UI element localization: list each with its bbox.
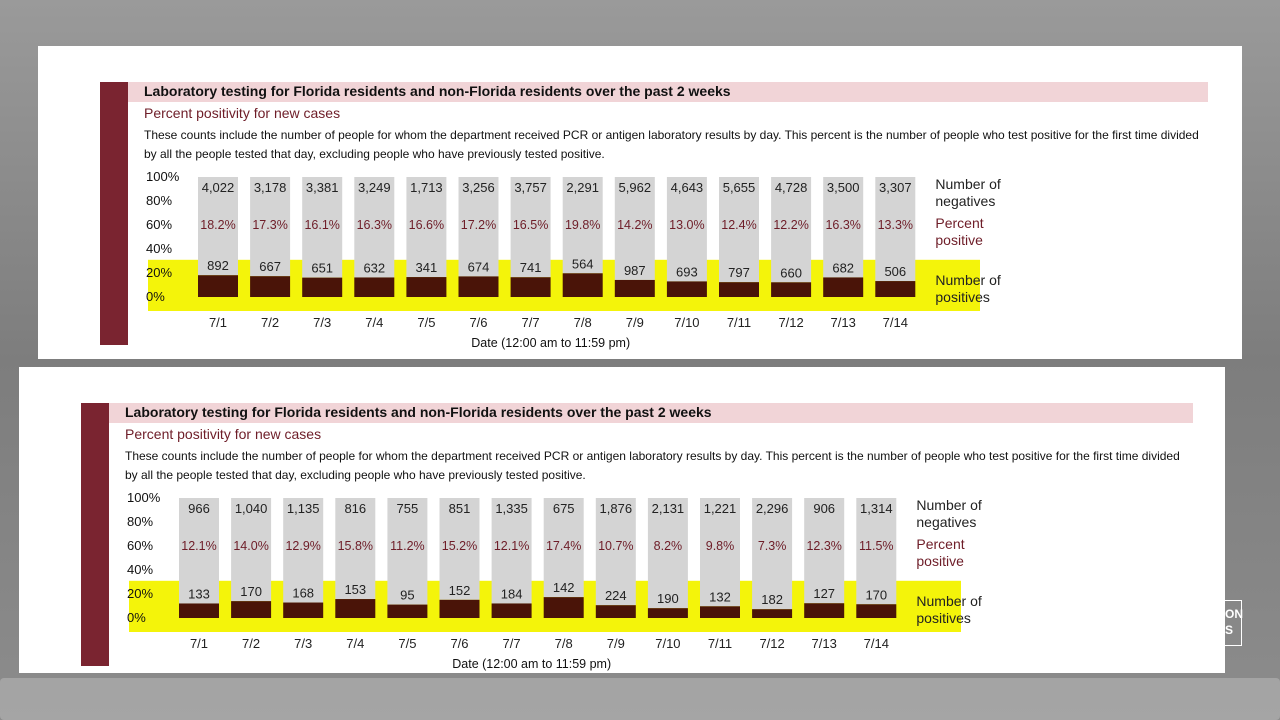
x-tick-label: 7/13: [830, 315, 856, 330]
chart-panel-1: [38, 46, 1242, 359]
legend-label: Number of: [916, 497, 982, 513]
negatives-data-label: 3,307: [879, 180, 912, 195]
positives-data-label: 506: [884, 264, 907, 280]
positives-data-label: 170: [240, 584, 262, 600]
negatives-data-label: 1,314: [860, 501, 893, 516]
time-display: 6:04: [1063, 596, 1112, 623]
legend-label: negatives: [916, 514, 977, 530]
x-tick-label: 7/11: [726, 315, 752, 330]
x-tick-label: 7/3: [313, 315, 332, 330]
y-tick-label: 20%: [127, 586, 154, 601]
percent-data-label: 16.3%: [356, 218, 393, 232]
bar-positives: [302, 278, 342, 297]
negatives-data-label: 675: [552, 501, 575, 516]
station-logo: [1150, 600, 1242, 646]
negatives-data-label: 3,256: [462, 180, 495, 195]
positives-data-label: 564: [571, 256, 594, 272]
positives-data-label: 133: [188, 586, 210, 602]
chart-subtitle: Percent positivity for new cases: [125, 426, 322, 442]
negatives-data-label: 4,643: [670, 180, 704, 195]
percent-data-label: 17.4%: [545, 539, 582, 553]
bar-positives: [354, 277, 394, 297]
percent-data-label: 12.1%: [181, 539, 217, 553]
legend-label: positives: [916, 610, 971, 626]
stacked-bar-chart-1: [38, 46, 1242, 359]
overlay-divider: [1138, 597, 1140, 653]
x-tick-label: 7/13: [811, 636, 837, 651]
x-tick-label: 7/4: [365, 315, 384, 330]
legend-label: Number of: [916, 593, 982, 609]
negatives-data-label: 851: [448, 501, 471, 516]
negatives-data-label: 5,962: [618, 180, 652, 195]
negatives-data-label: 1,221: [703, 501, 737, 516]
x-tick-label: 7/1: [189, 636, 209, 651]
x-tick-label: 7/4: [346, 636, 365, 651]
percent-data-label: 12.3%: [806, 539, 842, 553]
bar-positives: [179, 603, 219, 618]
x-axis-label: Date (12:00 am to 11:59 pm): [471, 336, 631, 350]
percent-data-label: 13.3%: [877, 218, 914, 232]
positives-data-label: 152: [448, 582, 471, 598]
x-tick-label: 7/7: [521, 315, 540, 330]
y-tick-label: 0%: [146, 289, 165, 304]
legend-label: positive: [916, 553, 964, 569]
negatives-data-label: 3,757: [514, 180, 547, 195]
y-tick-label: 80%: [146, 193, 173, 208]
positives-data-label: 127: [813, 586, 836, 602]
negatives-data-label: 3,178: [253, 180, 287, 195]
y-tick-label: 100%: [127, 490, 161, 505]
percent-data-label: 15.8%: [337, 539, 374, 553]
percent-data-label: 15.2%: [441, 539, 478, 553]
y-tick-label: 100%: [146, 169, 180, 184]
legend-label: Percent: [935, 215, 984, 231]
negatives-data-label: 4,022: [201, 180, 235, 195]
y-tick-label: 60%: [127, 538, 154, 553]
y-tick-label: 40%: [146, 241, 173, 256]
negatives-data-label: 3,500: [826, 180, 860, 195]
percent-data-label: 16.5%: [512, 218, 549, 232]
x-tick-label: 7/10: [655, 636, 681, 651]
positives-data-label: 132: [709, 589, 731, 605]
percent-data-label: 9.8%: [705, 539, 735, 553]
negatives-data-label: 906: [813, 501, 836, 516]
chart-description: These counts include the number of people for whom the department received PCR or antigen laboratory results by day. This percent is the number of people who test positive for the first time divided by all the people tested that day, excluding people who have previously tested positive.: [125, 449, 1180, 482]
positives-data-label: 190: [657, 591, 679, 607]
logo-line-1: ACTION: [1197, 607, 1243, 621]
background-blur-band: [0, 678, 1280, 720]
percent-data-label: 14.0%: [233, 539, 269, 553]
x-tick-label: 7/10: [674, 315, 700, 330]
bar-positives: [492, 603, 532, 618]
positives-data-label: 184: [500, 586, 523, 602]
percent-data-label: 16.6%: [408, 218, 445, 232]
x-tick-label: 7/11: [707, 636, 733, 651]
bar-positives: [231, 601, 271, 618]
legend-label: Percent: [916, 536, 965, 552]
bar-positives: [198, 275, 238, 297]
negatives-data-label: 2,291: [566, 180, 599, 195]
legend-label: negatives: [935, 193, 996, 209]
bar-positives: [596, 605, 636, 618]
positives-data-label: 682: [832, 260, 855, 276]
positives-data-label: 182: [761, 592, 783, 608]
percent-data-label: 12.4%: [721, 218, 757, 232]
negatives-data-label: 3,381: [305, 180, 339, 195]
bar-positives: [283, 603, 323, 618]
x-axis-label: Date (12:00 am to 11:59 pm): [452, 657, 612, 671]
chart-title: Laboratory testing for Florida residents and non-Florida residents over the past 2 weeks: [144, 83, 731, 99]
bar-positives: [387, 605, 427, 618]
chart-title: Laboratory testing for Florida residents and non-Florida residents over the past 2 weeks: [125, 404, 712, 420]
percent-data-label: 19.8%: [564, 218, 601, 232]
percent-data-label: 13.0%: [669, 218, 705, 232]
x-tick-label: 7/7: [502, 636, 521, 651]
negatives-data-label: 966: [188, 501, 210, 516]
bar-positives: [459, 276, 499, 297]
y-tick-label: 60%: [146, 217, 173, 232]
bar-positives: [544, 597, 584, 618]
negatives-data-label: 5,655: [722, 180, 756, 195]
bar-positives: [771, 282, 811, 297]
x-tick-label: 7/5: [417, 315, 436, 330]
stacked-bar-chart-2: [19, 367, 1225, 673]
bar-positives: [406, 277, 446, 297]
percent-data-label: 11.5%: [859, 539, 894, 553]
bar-positives: [511, 277, 551, 297]
x-tick-label: 7/8: [573, 315, 592, 330]
legend-label: positives: [935, 289, 990, 305]
bar-positives: [250, 276, 290, 297]
bar-positives: [856, 604, 896, 618]
x-tick-label: 7/2: [261, 315, 280, 330]
positives-data-label: 168: [292, 585, 315, 601]
negatives-data-label: 1,876: [599, 501, 633, 516]
bar-positives: [875, 281, 915, 297]
temperature-display: 93°: [1070, 627, 1107, 654]
legend-label: Number of: [935, 176, 1001, 192]
y-tick-label: 20%: [146, 265, 173, 280]
bar-positives: [823, 277, 863, 297]
negatives-data-label: 816: [344, 501, 367, 516]
positives-data-label: 632: [363, 260, 386, 276]
logo-wordmark: [1197, 606, 1243, 638]
percent-data-label: 17.3%: [252, 218, 288, 232]
x-tick-label: 7/12: [759, 636, 785, 651]
x-tick-label: 7/6: [450, 636, 469, 651]
positives-data-label: 341: [415, 260, 438, 276]
y-tick-label: 0%: [127, 610, 146, 625]
x-tick-label: 7/2: [242, 636, 261, 651]
bar-positives: [335, 599, 375, 618]
percent-data-label: 7.3%: [757, 539, 787, 553]
bar-positives: [719, 282, 759, 297]
negatives-data-label: 1,040: [234, 501, 268, 516]
legend-label: Number of: [935, 272, 1001, 288]
positives-data-label: 674: [467, 259, 490, 275]
negatives-data-label: 4,728: [774, 180, 808, 195]
negatives-data-label: 755: [396, 501, 419, 516]
percent-data-label: 12.9%: [285, 539, 321, 553]
bar-positives: [648, 608, 688, 618]
positives-data-label: 693: [676, 264, 698, 280]
positives-data-label: 153: [344, 582, 367, 598]
legend-label: positive: [935, 232, 983, 248]
chart-description: These counts include the number of people for whom the department received PCR or antigen laboratory results by day. This percent is the number of people who test positive for the first time divided by all the people tested that day, excluding people who have previously tested positive.: [144, 128, 1199, 161]
x-tick-label: 7/9: [606, 636, 625, 651]
bar-positives: [615, 280, 655, 297]
percent-data-label: 12.2%: [773, 218, 809, 232]
percent-data-label: 16.1%: [304, 218, 340, 232]
percent-data-label: 17.2%: [460, 218, 497, 232]
y-tick-label: 80%: [127, 514, 154, 529]
positives-data-label: 95: [400, 587, 415, 603]
negatives-data-label: 3,249: [358, 180, 391, 195]
bar-positives: [700, 606, 740, 618]
positives-data-label: 224: [604, 588, 627, 604]
positives-data-label: 651: [311, 260, 334, 276]
logo-line-2: NEWS: [1197, 623, 1233, 637]
negatives-data-label: 1,335: [495, 501, 528, 516]
percent-data-label: 12.1%: [493, 539, 530, 553]
y-tick-label: 40%: [127, 562, 154, 577]
positives-data-label: 660: [780, 265, 802, 281]
positives-data-label: 142: [552, 580, 575, 596]
positives-data-label: 667: [259, 259, 281, 275]
x-tick-label: 7/14: [863, 636, 889, 651]
percent-data-label: 11.2%: [390, 539, 425, 553]
x-tick-label: 7/3: [294, 636, 313, 651]
chart-panel-2: [19, 367, 1225, 673]
x-tick-label: 7/9: [625, 315, 644, 330]
percent-data-label: 16.3%: [825, 218, 861, 232]
bar-positives: [804, 603, 844, 618]
bar-positives: [667, 281, 707, 297]
bar-positives: [563, 273, 603, 297]
x-tick-label: 7/1: [208, 315, 228, 330]
positives-data-label: 892: [207, 258, 229, 274]
positives-data-label: 170: [865, 587, 888, 603]
x-tick-label: 7/8: [554, 636, 573, 651]
x-tick-label: 7/14: [882, 315, 908, 330]
percent-data-label: 14.2%: [617, 218, 653, 232]
x-tick-label: 7/12: [778, 315, 804, 330]
negatives-data-label: 1,713: [410, 180, 443, 195]
negatives-data-label: 1,135: [286, 501, 320, 516]
positives-data-label: 741: [519, 260, 542, 276]
negatives-data-label: 2,296: [755, 501, 789, 516]
percent-data-label: 10.7%: [598, 539, 634, 553]
bar-positives: [752, 609, 792, 618]
abc-logo-icon: abc: [1153, 603, 1191, 641]
x-tick-label: 7/6: [469, 315, 488, 330]
negatives-data-label: 2,131: [651, 501, 685, 516]
chart-subtitle: Percent positivity for new cases: [144, 105, 341, 121]
percent-data-label: 18.2%: [200, 218, 236, 232]
percent-data-label: 8.2%: [653, 539, 683, 553]
x-tick-label: 7/5: [398, 636, 417, 651]
positives-data-label: 987: [623, 262, 646, 278]
bar-positives: [440, 600, 480, 618]
positives-data-label: 797: [728, 265, 750, 281]
